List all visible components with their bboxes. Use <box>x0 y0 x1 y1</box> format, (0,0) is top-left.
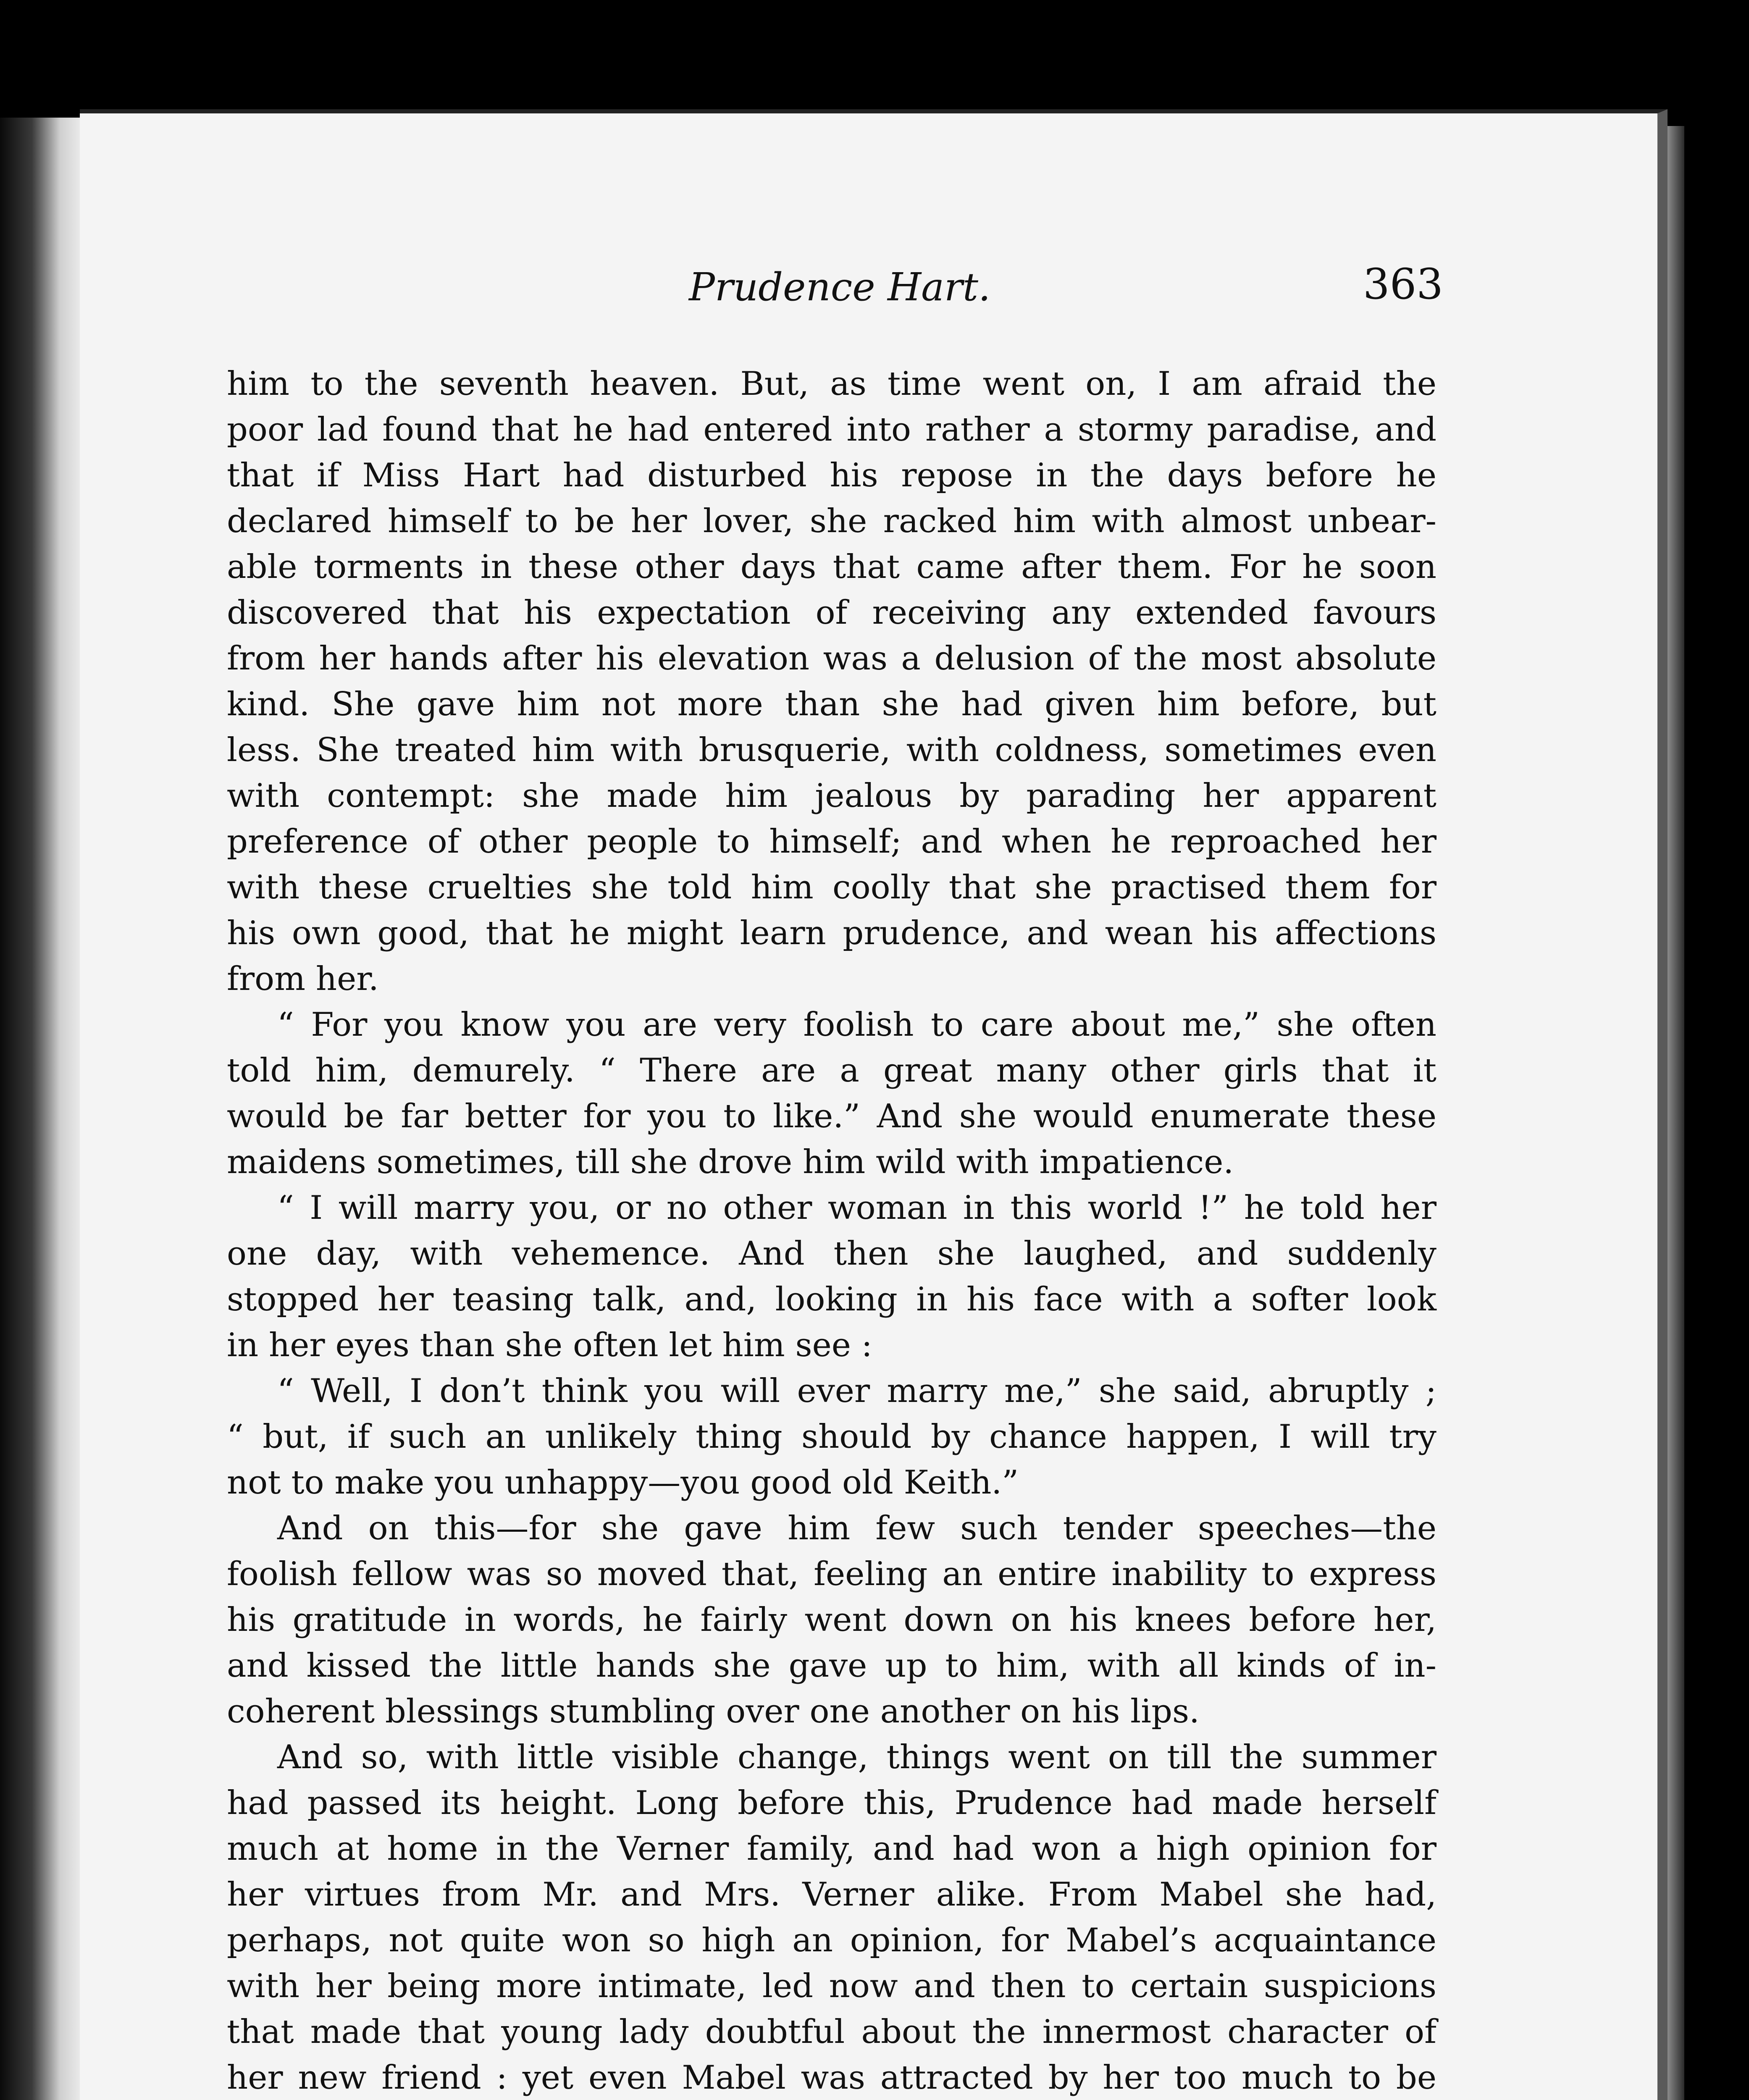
text-line: with these cruelties she told him coolly that she practised them for <box>227 869 1436 906</box>
text-line: preference of other people to himself; and when he reproached her <box>227 823 1436 861</box>
text-line: him to the seventh heaven. But, as time went on, I am afraid the <box>227 365 1436 403</box>
text-line: that made that young lady doubtful about the innermost character of <box>227 2013 1436 2051</box>
text-line: and kissed the little hands she gave up to him, with all kinds of in- <box>227 1647 1436 1685</box>
text-line: told him, demurely. “ There are a great many other girls that it <box>227 1052 1436 1089</box>
text-line: foolish fellow was so moved that, feeling an entire inability to express <box>227 1555 1436 1593</box>
text-line: had passed its height. Long before this, Prudence had made herself <box>227 1784 1436 1822</box>
text-line: from her hands after his elevation was a delusion of the most absolute <box>227 640 1436 677</box>
text-line: able torments in these other days that came after them. For he soon <box>227 548 1436 586</box>
text-line: poor lad found that he had entered into rather a stormy paradise, and <box>227 411 1436 449</box>
text-line: his gratitude in words, he fairly went down on his knees before her, <box>227 1601 1436 1639</box>
text-line: from her. <box>227 960 379 998</box>
text-line: in her eyes than she often let him see : <box>227 1326 872 1364</box>
text-line: maidens sometimes, till she drove him wild with impatience. <box>227 1143 1234 1181</box>
text-line: her virtues from Mr. and Mrs. Verner alike. From Mabel she had, <box>227 1876 1436 1914</box>
body-text <box>227 361 1436 2100</box>
text-line: “ but, if such an unlikely thing should by chance happen, I will try <box>227 1418 1436 1456</box>
text-line: with contempt: she made him jealous by parading her apparent <box>227 777 1436 815</box>
text-line: that if Miss Hart had disturbed his repose in the days before he <box>227 457 1436 494</box>
text-line: with her being more intimate, led now and then to certain suspicions <box>227 1967 1436 2005</box>
running-head: Prudence Hart. <box>689 265 991 310</box>
text-line: coherent blessings stumbling over one another on his lips. <box>227 1693 1200 1730</box>
text-line: “ I will marry you, or no other woman in this world !” he told her <box>277 1189 1436 1227</box>
text-line: his own good, that he might learn prudence, and wean his affections <box>227 914 1436 952</box>
text-line: stopped her teasing talk, and, looking in his face with a softer look <box>227 1281 1436 1318</box>
text-line: less. She treated him with brusquerie, with coldness, sometimes even <box>227 731 1436 769</box>
book-binding-edge <box>1668 126 1684 2100</box>
page-number: 363 <box>1363 260 1443 309</box>
text-line: perhaps, not quite won so high an opinion, for Mabel’s acquaintance <box>227 1922 1436 1959</box>
text-line: discovered that his expectation of receiving any extended favours <box>227 594 1436 632</box>
previous-page-edge <box>0 118 82 2100</box>
text-line: “ Well, I don’t think you will ever marry me,” she said, abruptly ; <box>277 1372 1436 1410</box>
text-line: And on this—for she gave him few such tender speeches—the <box>277 1509 1436 1547</box>
text-line: would be far better for you to like.” And she would enumerate these <box>227 1097 1436 1135</box>
text-line: her new friend : yet even Mabel was attracted by her too much to be <box>227 2059 1436 2097</box>
text-line: not to make you unhappy—you good old Keith.” <box>227 1464 1019 1502</box>
text-line: one day, with vehemence. And then she laughed, and suddenly <box>227 1235 1436 1273</box>
text-line: much at home in the Verner family, and had won a high opinion for <box>227 1830 1436 1868</box>
text-line: “ For you know you are very foolish to care about me,” she often <box>277 1006 1436 1044</box>
text-line: declared himself to be her lover, she racked him with almost unbear- <box>227 502 1436 540</box>
text-line: And so, with little visible change, things went on till the summer <box>277 1738 1436 1776</box>
text-line: kind. She gave him not more than she had given him before, but <box>227 685 1436 723</box>
